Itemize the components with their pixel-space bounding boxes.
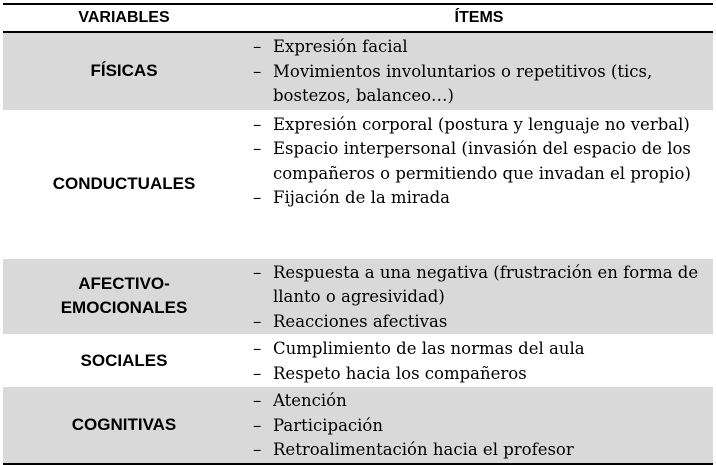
table-row-conductuales [3, 110, 713, 258]
variables-items-table [3, 3, 713, 465]
dash-marker: – [253, 440, 262, 459]
dash-marker: – [253, 114, 262, 134]
dash-marker: – [253, 262, 262, 282]
list-item: – Expresión facial [245, 35, 713, 60]
list-item: – Reacciones afectivas [245, 310, 713, 335]
table-row-fisicas [3, 32, 713, 110]
list-item: – Espacio interpersonal (invasión del espacio de los compañeros o permitiendo que invadan el propio) [253, 139, 691, 183]
list-item: – Respeto hacia los compañeros [245, 362, 713, 387]
variable-label: AFECTIVO- EMOCIONALES [3, 258, 245, 335]
variable-label: SOCIALES [3, 335, 245, 387]
list-item: – Cumplimiento de las normas del aula [245, 337, 713, 362]
variable-label: CONDUCTUALES [3, 110, 245, 258]
items-list [245, 389, 713, 463]
list-item: – Movimientos involuntarios o repetitivos (tics, bostezos, balanceo…) [253, 61, 653, 105]
dash-marker: – [253, 391, 262, 410]
table-row-afectivo-emocionales [3, 258, 713, 335]
dash-marker: – [253, 363, 262, 383]
items-list [245, 261, 713, 335]
items-list [245, 35, 713, 109]
list-item: – Atención [245, 389, 713, 414]
items-list [245, 337, 713, 386]
header-row [3, 4, 713, 32]
list-item: – Expresión corporal (postura y lenguaje no verbal) [245, 113, 713, 138]
dash-marker: – [253, 339, 262, 358]
variable-label: COGNITIVAS [3, 387, 245, 464]
list-item: – Respuesta a una negativa (frustración en forma de llanto o agresividad) [253, 262, 699, 306]
dash-marker: – [253, 188, 262, 207]
list-item: – Fijación de la mirada [245, 186, 713, 211]
header-variables: VARIABLES [3, 4, 245, 32]
list-item: – Participación [245, 414, 713, 439]
variable-label: FÍSICAS [3, 32, 245, 110]
dash-marker: – [253, 61, 262, 81]
dash-marker: – [253, 139, 262, 158]
dash-marker: – [253, 37, 262, 56]
dash-marker: – [253, 415, 262, 435]
dash-marker: – [253, 311, 262, 331]
items-list [245, 113, 713, 211]
list-item: – Retroalimentación hacia el profesor [245, 438, 713, 463]
table-row-sociales [3, 335, 713, 387]
header-items: ÍTEMS [245, 4, 713, 32]
table-row-cognitivas [3, 387, 713, 464]
